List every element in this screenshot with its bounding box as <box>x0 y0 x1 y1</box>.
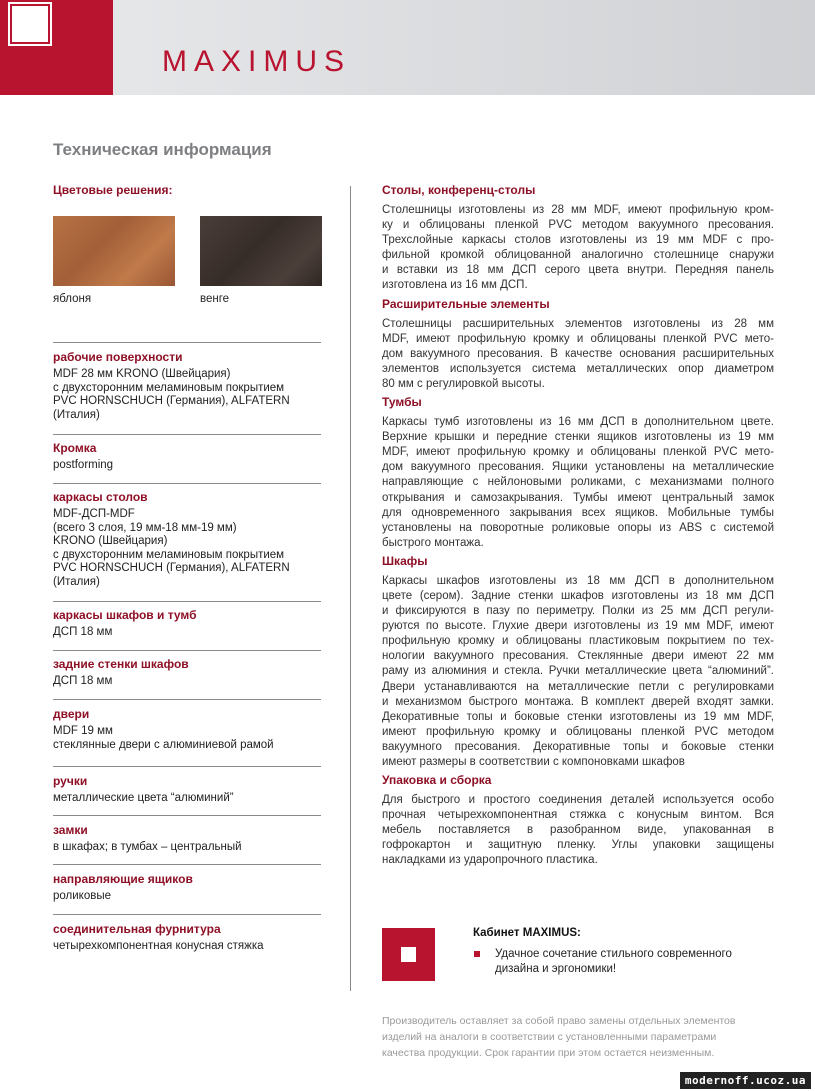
spec-block <box>53 774 321 806</box>
paragraph-line: и вставки из 18 мм ДСП серого цвета внутри. Передняя панель <box>382 264 774 277</box>
paragraph-line: Декоративные топы и боковые стенки изготовлены из 19 мм MDF, <box>382 710 774 723</box>
spec-text-line: PVC HORNSCHUCH (Германия), ALFATERN <box>53 562 290 575</box>
spec-divider <box>53 434 321 435</box>
paragraph-line: Столешницы изготовлены из 28 мм MDF, имеют профильную кром- <box>382 204 774 216</box>
swatch-apple-image <box>53 216 175 286</box>
callout-text <box>495 947 775 977</box>
spec-divider <box>53 342 321 343</box>
column-divider <box>350 186 351 991</box>
callout-text-line: Удачное сочетание стильного современного <box>495 948 732 960</box>
logo-square-icon <box>12 6 48 42</box>
spec-title: каркасы шкафов и тумб <box>53 608 197 622</box>
spec-text-line: в шкафах; в тумбах – центральный <box>53 841 242 853</box>
paragraph-line: гофрокартон и защитную пленку. Углы упаковки защищены <box>382 839 774 852</box>
spec-title: двери <box>53 707 90 721</box>
paragraph-line: быстрого монтажа. <box>382 536 484 549</box>
spec-text-line: (всего 3 слоя, 19 мм-18 мм-19 мм) <box>53 521 237 534</box>
section-heading: Упаковка и сборка <box>382 773 492 788</box>
paragraph-line: дом вакуумного пресования. Ящики установлены на металлические <box>382 461 774 474</box>
colors-heading: Цветовые решения: <box>53 183 173 197</box>
callout-title: Кабинет MAXIMUS: <box>473 927 581 939</box>
paragraph-line: мебель поставляется в разобранном виде, упакованная в <box>382 824 774 837</box>
spec-block <box>53 350 321 422</box>
spec-text-line: MDF-ДСП-MDF <box>53 508 135 520</box>
spec-text-line: postforming <box>53 459 114 471</box>
spec-divider <box>53 650 321 651</box>
section-heading: Расширительные элементы <box>382 296 550 311</box>
page-header <box>0 0 815 95</box>
paragraph-line: Верхние крышки и передние стенки ящиков изготовлены из 19 мм <box>382 431 774 444</box>
paragraph-line: Двери устанавливаются на металлические петли с регулировками <box>382 680 774 693</box>
spec-divider <box>53 483 321 484</box>
callout-logo-icon <box>382 928 435 981</box>
spec-text-line: (Италия) <box>53 575 100 588</box>
spec-title: ручки <box>53 774 88 788</box>
paragraph-line: MDF, имеют профильную кромку и облицованы пленкой PVC мето- <box>382 332 774 345</box>
section-heading: Шкафы <box>382 553 428 568</box>
spec-title: соединительная фурнитура <box>53 922 221 936</box>
spec-text-line: с двухсторонним меламиновым покрытием <box>53 381 285 394</box>
bullet-icon <box>474 951 480 957</box>
spec-title: направляющие ящиков <box>53 872 193 886</box>
spec-text-line: металлические цвета “алюминий” <box>53 792 234 804</box>
paragraph-line: и механизмом быстрого монтажа. В комплект дверей входят замки. <box>382 695 774 708</box>
spec-divider <box>53 699 321 700</box>
paragraph-line: открывания и самозакрывания. Тумбы имеют центральный замок <box>382 491 774 504</box>
paragraph-line: прочная четырехкомпонентная стяжка с конусным винтом. Вся <box>382 809 774 822</box>
spec-divider <box>53 815 321 816</box>
paragraph-line: направляющие с нейлоновыми роликами, с механизмами полного <box>382 476 774 489</box>
spec-block <box>53 872 321 904</box>
paragraph-line: накладками из ударопрочного пластика. <box>382 854 598 867</box>
left-column <box>53 183 321 198</box>
paragraph-line: MDF, имеют профильную кромку и облицованы пленкой PVC мето- <box>382 446 774 459</box>
right-column <box>382 183 774 872</box>
paragraph-line: раму из алюминия и стекла. Ручки металлические цвета “алюминий”. <box>382 665 774 678</box>
section-heading: Столы, конференц-столы <box>382 183 536 197</box>
color-swatches <box>53 216 323 311</box>
spec-text-line: с двухсторонним меламиновым покрытием <box>53 548 285 561</box>
spec-title: задние стенки шкафов <box>53 657 189 671</box>
section-paragraph <box>382 793 774 868</box>
paragraph-line: дом вакуумного пресования. В качестве основания расширительных <box>382 347 774 360</box>
paragraph-line: для одновременного закрывания всех ящиков. Мобильные тумбы <box>382 506 774 519</box>
paragraph-line: Столешницы расширительных элементов изготовлены из 28 мм <box>382 317 774 330</box>
paragraph-line: цвете (сером). Задние стенки шкафов изготовлены из 18 мм ДСП <box>382 589 774 602</box>
paragraph-line: вакуумного пресования. Декоративные топы и боковые стенки <box>382 740 774 753</box>
spec-text-line: стеклянные двери с алюминиевой рамой <box>53 738 274 751</box>
watermark: modernoff.ucoz.ua <box>680 1072 811 1089</box>
brand-title: MAXIMUS <box>162 45 352 78</box>
paragraph-line: Трехслойные каркасы столов изготовлены из 19 мм MDF с про- <box>382 234 774 247</box>
paragraph-line: установлены на поворотные роликовые опоры из ABS с системой <box>382 521 774 534</box>
spec-title: каркасы столов <box>53 490 148 504</box>
spec-text-line: MDF 19 мм <box>53 725 113 737</box>
paragraph-line: руются по высоте. Глухие двери изготовлены из 19 мм MDF, имеют <box>382 620 774 633</box>
spec-divider <box>53 601 321 602</box>
paragraph-line: Каркасы шкафов изготовлены из 18 мм ДСП в дополнительном <box>382 574 774 587</box>
section-heading: Тумбы <box>382 395 422 410</box>
spec-divider <box>53 914 321 915</box>
paragraph-line: Каркасы тумб изготовлены из 16 мм ДСП в дополнительном цвете. <box>382 416 774 429</box>
spec-text-line: четырехкомпонентная конусная стяжка <box>53 940 264 952</box>
spec-text-line: ДСП 18 мм <box>53 626 113 638</box>
section-paragraph <box>382 203 774 294</box>
spec-title: замки <box>53 823 88 837</box>
spec-text-line: ДСП 18 мм <box>53 675 113 687</box>
header-red-block <box>0 0 113 95</box>
spec-text-line: PVC HORNSCHUCH (Германия), ALFATERN <box>53 395 290 408</box>
paragraph-line: профильную кромку и облицованы пластиковым покрытием по тех- <box>382 635 774 648</box>
paragraph-line: Для быстрого и простого соединения деталей используется особо <box>382 794 774 807</box>
paragraph-line: ку и облицованы пленкой PVC методом вакуумного пресования. <box>382 219 774 232</box>
section-paragraph <box>382 415 774 551</box>
paragraph-line: имеют размеры в соответствии с компоновками шкафов <box>382 756 685 768</box>
paragraph-line: элементов используется система металлических опор диаметром <box>382 362 774 375</box>
footnote-line: изделий на аналоги в соответствии с установленными параметрами <box>382 1031 717 1043</box>
paragraph-line: нологии вакуумного пресования. Стеклянные двери имеют 22 мм <box>382 650 774 663</box>
spec-block <box>53 823 321 855</box>
spec-text-line: роликовые <box>53 890 111 902</box>
paragraph-line: изготовлена из 16 мм ДСП. <box>382 279 528 292</box>
callout-text-line: дизайна и эргономики! <box>495 963 617 975</box>
spec-block <box>53 922 321 954</box>
spec-title: рабочие поверхности <box>53 350 183 364</box>
swatch-wenge-image <box>200 216 322 286</box>
paragraph-line: имеют профильную кромку и облицованы пленкой PVC методом <box>382 725 774 738</box>
section-paragraph <box>382 574 774 770</box>
spec-divider <box>53 766 321 767</box>
paragraph-line: фильной кромкой облицованной аналогично столешнице снаружи <box>382 249 774 262</box>
spec-divider <box>53 864 321 865</box>
spec-block <box>53 441 321 473</box>
spec-block <box>53 608 321 640</box>
footnote-line: Производитель оставляет за собой право замены отдельных элементов <box>382 1015 736 1027</box>
spec-block <box>53 707 321 752</box>
swatch-apple-label: яблоня <box>53 293 92 305</box>
section-title: Техническая информация <box>53 140 272 159</box>
paragraph-line: 80 мм с регулировкой высоты. <box>382 377 545 390</box>
spec-title: Кромка <box>53 441 97 455</box>
spec-text-line: KRONO (Швейцария) <box>53 535 168 548</box>
footnote <box>382 1013 774 1061</box>
spec-block <box>53 657 321 689</box>
spec-text-line: (Италия) <box>53 408 100 421</box>
swatch-wenge-label: венге <box>200 293 230 305</box>
spec-block <box>53 490 321 590</box>
spec-text-line: MDF 28 мм KRONO (Швейцария) <box>53 368 231 380</box>
footnote-line: качества продукции. Срок гарантии при этом остается неизменным. <box>382 1047 715 1059</box>
paragraph-line: и фиксируются в пазу по периметру. Полки из 25 мм ДСП регули- <box>382 605 774 618</box>
section-paragraph <box>382 317 774 392</box>
